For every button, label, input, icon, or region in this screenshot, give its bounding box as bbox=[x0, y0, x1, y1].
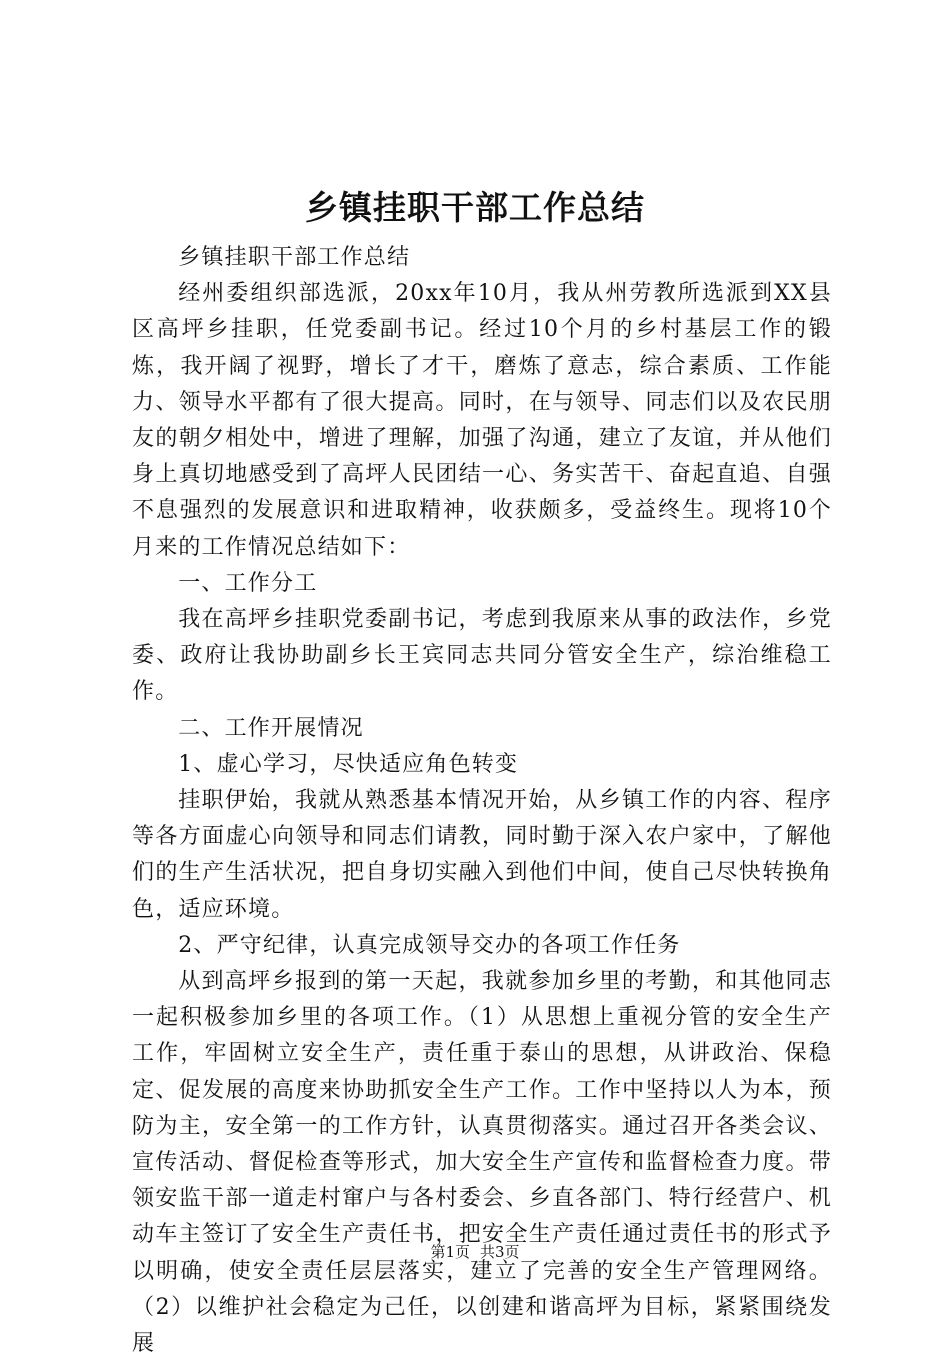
subheading-2: 2、严守纪律，认真完成领导交办的各项工作任务 bbox=[178, 932, 681, 958]
paragraph-subtitle: 乡镇挂职干部工作总结 bbox=[178, 245, 411, 270]
subheading-1: 1、虚心学习，尽快适应角色转变 bbox=[178, 751, 519, 777]
paragraph-intro: 经州委组织部选派，20xx年10月，我从州劳教所选派到XX县区高坪乡挂职，任党委副书记。经过10个月的乡村基层工作的锻炼，我开阔了视野，增长了才干，磨炼了意志，综合素质、工作能力、领导水平都有了很大提高。同时，在与领导、同志们以及农民朋友的朝夕相处中，增进了理解，加强了沟通，建立了友谊，并从他们身上真切地感受到了高坪人民团结一心、务实苦干、奋起直追、自强不息强烈的发展意识和进取精神，收获颇多，受益终生。现将10个月来的工作情况总结如下： bbox=[132, 281, 832, 560]
page-number: 第1页 bbox=[430, 1243, 470, 1261]
paragraph-division: 我在高坪乡挂职党委副书记，考虑到我原来从事的政法作，乡党委、政府让我协助副乡长王宾同志共同分管安全生产，综治维稳工作。 bbox=[132, 607, 832, 705]
page-footer bbox=[0, 1242, 950, 1262]
document-body bbox=[132, 240, 832, 1362]
section-heading-1: 一、工作分工 bbox=[178, 570, 318, 596]
document-title: 乡镇挂职干部工作总结 bbox=[305, 188, 645, 227]
paragraph-learning: 挂职伊始，我就从熟悉基本情况开始，从乡镇工作的内容、程序等各方面虚心向领导和同志们请教，同时勤于深入农户家中，了解他们的生产生活状况，把自身切实融入到他们中间，使自己尽快转换角色，适应环境。 bbox=[132, 788, 832, 922]
paragraph-discipline: 从到高坪乡报到的第一天起，我就参加乡里的考勤，和其他同志一起积极参加乡里的各项工作。（1）从思想上重视分管的安全生产工作，牢固树立安全生产，责任重于泰山的思想，从讲政治、保稳定、促发展的高度来协助抓安全生产工作。工作中坚持以人为本，预防为主，安全第一的工作方针，认真贯彻落实。通过召开各类会议、宣传活动、督促检查等形式，加大安全生产宣传和监督检查力度。带领安监干部一道走村窜户与各村委会、乡直各部门、特行经营户、机动车主签订了安全生产责任书，把安全生产责任通过责任书的形式予以明确，使安全责任层层落实，建立了完善的安全生产管理网络。（2）以维护社会稳定为己任，以创建和谐高坪为目标，紧紧围绕发展 bbox=[132, 969, 832, 1357]
section-heading-2: 二、工作开展情况 bbox=[178, 715, 364, 741]
page-total: 共3页 bbox=[480, 1243, 520, 1261]
